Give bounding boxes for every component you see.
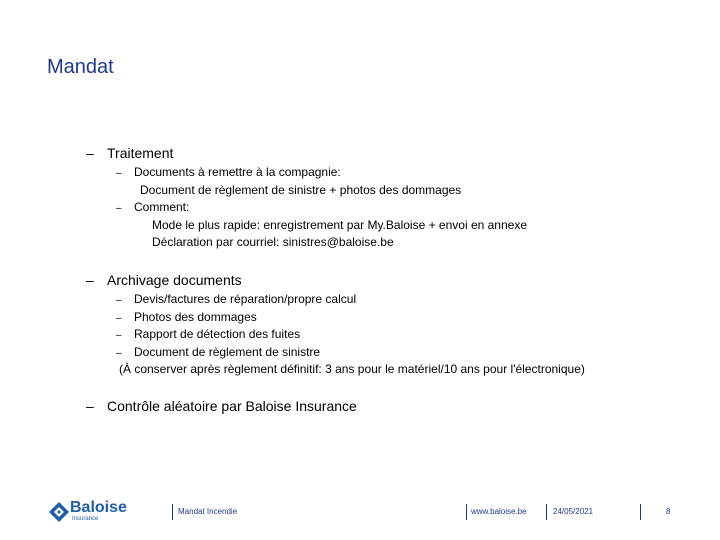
- list-item-text: Devis/factures de réparation/propre calcul: [134, 292, 357, 306]
- section-heading: Archivage documents: [107, 272, 242, 288]
- footer-divider: [546, 504, 547, 520]
- section-controle: [86, 398, 686, 414]
- list-item-text: Documents à remettre à la compagnie:: [134, 165, 341, 179]
- bullet-dash: –: [86, 145, 94, 161]
- archive-note: (À conserver après règlement définitif: 3 ans pour le matériel/10 ans pour l'électronique): [119, 362, 585, 376]
- bullet-dash: –: [116, 347, 122, 359]
- baloise-logo: [48, 499, 138, 525]
- footer-divider: [172, 504, 173, 520]
- bullet-dash: –: [116, 312, 122, 324]
- footer-page-number: 8: [666, 507, 671, 516]
- logo-name: Baloise: [70, 499, 127, 516]
- bullet-dash: –: [116, 168, 122, 179]
- sub-list: [86, 292, 686, 380]
- baloise-logo-icon: [48, 501, 70, 523]
- section-heading: Traitement: [107, 145, 174, 161]
- bullet-dash: –: [86, 398, 94, 414]
- list-item: [86, 218, 686, 236]
- logo-sub: Insurance: [72, 516, 99, 522]
- list-item: [86, 183, 686, 201]
- bullet-level1: [86, 145, 686, 161]
- bullet-dash: –: [116, 330, 122, 341]
- list-item: [86, 310, 686, 328]
- slide-title: Mandat: [47, 56, 114, 78]
- list-item-text: Photos des dommages: [134, 309, 257, 324]
- list-item: [86, 292, 686, 310]
- footer-website[interactable]: www.baloise.be: [471, 507, 527, 516]
- section-heading: Contrôle aléatoire par Baloise Insurance: [107, 398, 357, 414]
- list-item: [86, 165, 686, 183]
- footer-divider: [466, 504, 467, 520]
- bullet-level1: [86, 398, 686, 414]
- list-item-text: Document de règlement de sinistre: [134, 344, 321, 359]
- list-item: [86, 327, 686, 345]
- sub-list: [86, 165, 686, 253]
- list-item-text: Document de règlement de sinistre + photos des dommages: [140, 182, 462, 197]
- list-item-text: Mode le plus rapide: enregistrement par My.Baloise + envoi en annexe: [152, 217, 527, 232]
- list-item: [86, 235, 686, 253]
- list-item-text: Comment:: [134, 200, 190, 214]
- footer-doc-title: Mandat Incendie: [178, 507, 238, 516]
- section-traitement: [86, 145, 686, 253]
- bullet-dash: –: [116, 203, 122, 214]
- bullet-level1: [86, 272, 686, 288]
- list-item: [86, 200, 686, 218]
- bullet-dash: –: [86, 272, 94, 288]
- list-item-text: Rapport de détection des fuites: [134, 327, 301, 341]
- section-archivage: [86, 272, 686, 380]
- list-item: [86, 345, 686, 363]
- bullet-dash: –: [116, 295, 122, 306]
- footer-divider: [640, 504, 641, 520]
- footer-date: 24/05/2021: [553, 507, 594, 516]
- list-item-text: Déclaration par courriel: sinistres@baloise.be: [152, 235, 394, 249]
